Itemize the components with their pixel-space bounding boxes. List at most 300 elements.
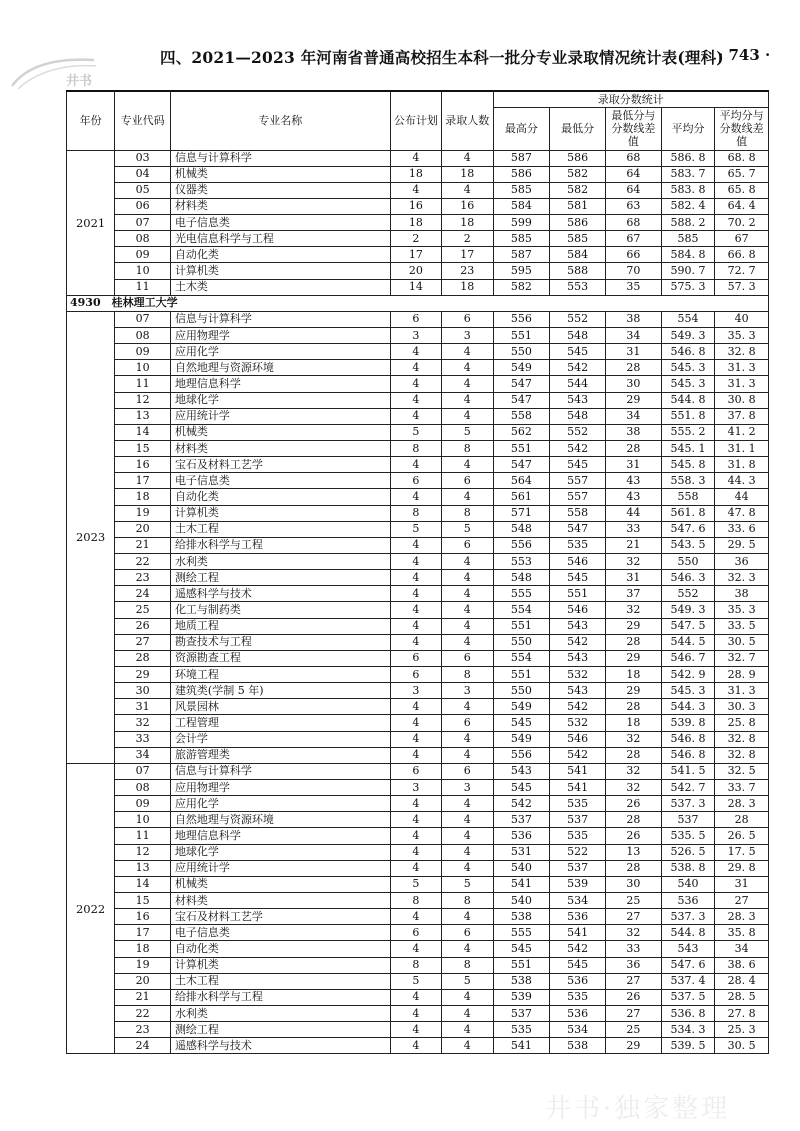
cell-plan: 4 bbox=[390, 1005, 441, 1021]
cell-plan: 4 bbox=[390, 828, 441, 844]
table-row bbox=[67, 198, 769, 214]
cell-name: 水利类 bbox=[170, 1005, 390, 1021]
cell-min-diff: 63 bbox=[606, 198, 662, 214]
cell-plan: 8 bbox=[390, 505, 441, 521]
cell-avg-diff: 34 bbox=[715, 941, 769, 957]
cell-min-diff: 28 bbox=[606, 812, 662, 828]
cell-avg: 545. 3 bbox=[661, 360, 715, 376]
cell-avg-diff: 28. 5 bbox=[715, 989, 769, 1005]
cell-min: 534 bbox=[550, 1022, 606, 1038]
cell-code: 09 bbox=[115, 247, 171, 263]
cell-plan: 6 bbox=[390, 763, 441, 779]
cell-name: 土木类 bbox=[170, 279, 390, 295]
cell-min: 552 bbox=[550, 424, 606, 440]
cell-max: 584 bbox=[493, 198, 550, 214]
cell-name: 地球化学 bbox=[170, 392, 390, 408]
cell-plan: 4 bbox=[390, 715, 441, 731]
cell-max: 550 bbox=[493, 683, 550, 699]
cell-admitted: 4 bbox=[442, 618, 493, 634]
cell-avg-diff: 31. 8 bbox=[715, 457, 769, 473]
cell-avg: 575. 3 bbox=[661, 279, 715, 295]
cell-min-diff: 67 bbox=[606, 231, 662, 247]
cell-min-diff: 27 bbox=[606, 909, 662, 925]
table-row bbox=[67, 279, 769, 295]
cell-min: 536 bbox=[550, 1005, 606, 1021]
cell-admitted: 3 bbox=[442, 779, 493, 795]
cell-min: 545 bbox=[550, 957, 606, 973]
cell-max: 536 bbox=[493, 828, 550, 844]
cell-name: 电子信息类 bbox=[170, 215, 390, 231]
cell-name: 宝石及材料工艺学 bbox=[170, 909, 390, 925]
cell-plan: 4 bbox=[390, 360, 441, 376]
cell-avg: 583. 7 bbox=[661, 166, 715, 182]
col-avg-diff: 平均分与分数线差值 bbox=[715, 107, 769, 150]
cell-admitted: 6 bbox=[442, 763, 493, 779]
cell-avg-diff: 33. 7 bbox=[715, 779, 769, 795]
cell-name: 地质工程 bbox=[170, 618, 390, 634]
cell-max: 540 bbox=[493, 860, 550, 876]
cell-code: 03 bbox=[115, 150, 171, 166]
cell-min-diff: 25 bbox=[606, 1022, 662, 1038]
cell-plan: 18 bbox=[390, 166, 441, 182]
cell-plan: 4 bbox=[390, 489, 441, 505]
cell-max: 554 bbox=[493, 602, 550, 618]
cell-avg-diff: 47. 8 bbox=[715, 505, 769, 521]
cell-min: 532 bbox=[550, 667, 606, 683]
table-row bbox=[67, 1022, 769, 1038]
cell-admitted: 4 bbox=[442, 1005, 493, 1021]
cell-code: 14 bbox=[115, 424, 171, 440]
cell-max: 545 bbox=[493, 779, 550, 795]
cell-name: 自动化类 bbox=[170, 247, 390, 263]
cell-admitted: 4 bbox=[442, 989, 493, 1005]
cell-avg: 537. 3 bbox=[661, 796, 715, 812]
cell-code: 32 bbox=[115, 715, 171, 731]
cell-avg-diff: 28. 4 bbox=[715, 973, 769, 989]
cell-name: 测绘工程 bbox=[170, 1022, 390, 1038]
cell-code: 30 bbox=[115, 683, 171, 699]
cell-plan: 6 bbox=[390, 311, 441, 327]
cell-min-diff: 29 bbox=[606, 618, 662, 634]
cell-avg-diff: 40 bbox=[715, 311, 769, 327]
cell-code: 29 bbox=[115, 667, 171, 683]
cell-min-diff: 30 bbox=[606, 376, 662, 392]
cell-avg-diff: 35. 3 bbox=[715, 328, 769, 344]
cell-avg: 537. 5 bbox=[661, 989, 715, 1005]
cell-name: 应用化学 bbox=[170, 796, 390, 812]
cell-max: 564 bbox=[493, 473, 550, 489]
table-row bbox=[67, 618, 769, 634]
cell-max: 541 bbox=[493, 876, 550, 892]
cell-avg: 536. 8 bbox=[661, 1005, 715, 1021]
cell-admitted: 3 bbox=[442, 683, 493, 699]
table-row bbox=[67, 892, 769, 908]
cell-max: 549 bbox=[493, 360, 550, 376]
cell-plan: 4 bbox=[390, 408, 441, 424]
cell-min-diff: 38 bbox=[606, 424, 662, 440]
cell-avg-diff: 27. 8 bbox=[715, 1005, 769, 1021]
table-row bbox=[67, 473, 769, 489]
cell-avg-diff: 32. 8 bbox=[715, 731, 769, 747]
col-min-diff: 最低分与分数线差值 bbox=[606, 107, 662, 150]
cell-admitted: 4 bbox=[442, 392, 493, 408]
cell-avg: 535. 5 bbox=[661, 828, 715, 844]
cell-code: 18 bbox=[115, 489, 171, 505]
cell-max: 547 bbox=[493, 457, 550, 473]
cell-max: 587 bbox=[493, 150, 550, 166]
cell-code: 13 bbox=[115, 408, 171, 424]
cell-min-diff: 31 bbox=[606, 344, 662, 360]
cell-avg-diff: 35. 3 bbox=[715, 602, 769, 618]
cell-avg-diff: 32. 8 bbox=[715, 747, 769, 763]
cell-code: 08 bbox=[115, 779, 171, 795]
table-row bbox=[67, 650, 769, 666]
page-number: · 743 · bbox=[718, 46, 771, 64]
cell-min-diff: 26 bbox=[606, 828, 662, 844]
table-row bbox=[67, 667, 769, 683]
cell-max: 582 bbox=[493, 279, 550, 295]
cell-avg: 544. 5 bbox=[661, 634, 715, 650]
cell-max: 586 bbox=[493, 166, 550, 182]
cell-plan: 5 bbox=[390, 521, 441, 537]
cell-name: 计算机类 bbox=[170, 505, 390, 521]
cell-name: 应用化学 bbox=[170, 344, 390, 360]
cell-min-diff: 64 bbox=[606, 182, 662, 198]
cell-max: 548 bbox=[493, 570, 550, 586]
cell-plan: 3 bbox=[390, 779, 441, 795]
cell-plan: 4 bbox=[390, 844, 441, 860]
cell-plan: 4 bbox=[390, 570, 441, 586]
cell-admitted: 4 bbox=[442, 634, 493, 650]
cell-admitted: 4 bbox=[442, 408, 493, 424]
cell-admitted: 6 bbox=[442, 650, 493, 666]
cell-min-diff: 28 bbox=[606, 441, 662, 457]
col-admitted: 录取人数 bbox=[442, 91, 493, 150]
cell-avg-diff: 32. 7 bbox=[715, 650, 769, 666]
col-avg: 平均分 bbox=[661, 107, 715, 150]
page-title: 四、2021—2023 年河南省普通高校招生本科一批分专业录取情况统计表(理科) bbox=[160, 48, 724, 67]
cell-name: 信息与计算科学 bbox=[170, 150, 390, 166]
table-row bbox=[67, 812, 769, 828]
cell-avg-diff: 37. 8 bbox=[715, 408, 769, 424]
cell-admitted: 8 bbox=[442, 957, 493, 973]
cell-avg: 547. 6 bbox=[661, 521, 715, 537]
watermark: 井书·独家整理 bbox=[545, 1094, 731, 1124]
cell-min-diff: 28 bbox=[606, 747, 662, 763]
col-name: 专业名称 bbox=[170, 91, 390, 150]
cell-min-diff: 18 bbox=[606, 715, 662, 731]
cell-max: 551 bbox=[493, 957, 550, 973]
cell-plan: 4 bbox=[390, 989, 441, 1005]
cell-plan: 6 bbox=[390, 473, 441, 489]
cell-min-diff: 28 bbox=[606, 360, 662, 376]
cell-admitted: 8 bbox=[442, 667, 493, 683]
cell-plan: 4 bbox=[390, 344, 441, 360]
cell-min-diff: 30 bbox=[606, 876, 662, 892]
cell-name: 自动化类 bbox=[170, 941, 390, 957]
cell-min-diff: 28 bbox=[606, 860, 662, 876]
cell-avg: 546. 8 bbox=[661, 731, 715, 747]
table-row bbox=[67, 231, 769, 247]
cell-min: 538 bbox=[550, 1038, 606, 1054]
cell-name: 机械类 bbox=[170, 166, 390, 182]
cell-min: 534 bbox=[550, 892, 606, 908]
cell-max: 550 bbox=[493, 344, 550, 360]
table-row bbox=[67, 424, 769, 440]
cell-name: 地球化学 bbox=[170, 844, 390, 860]
cell-code: 07 bbox=[115, 311, 171, 327]
cell-code: 19 bbox=[115, 957, 171, 973]
cell-name: 仪器类 bbox=[170, 182, 390, 198]
cell-code: 10 bbox=[115, 812, 171, 828]
cell-name: 应用统计学 bbox=[170, 860, 390, 876]
table-row bbox=[67, 796, 769, 812]
cell-avg: 585 bbox=[661, 231, 715, 247]
cell-avg: 546. 8 bbox=[661, 344, 715, 360]
cell-min: 536 bbox=[550, 973, 606, 989]
cell-max: 551 bbox=[493, 667, 550, 683]
cell-min: 553 bbox=[550, 279, 606, 295]
cell-admitted: 3 bbox=[442, 328, 493, 344]
cell-admitted: 4 bbox=[442, 1038, 493, 1054]
cell-min: 552 bbox=[550, 311, 606, 327]
cell-min-diff: 28 bbox=[606, 699, 662, 715]
year-cell: 2023 bbox=[67, 311, 115, 763]
cell-admitted: 18 bbox=[442, 279, 493, 295]
cell-min: 588 bbox=[550, 263, 606, 279]
cell-avg-diff: 67 bbox=[715, 231, 769, 247]
table-row bbox=[67, 489, 769, 505]
cell-admitted: 4 bbox=[442, 796, 493, 812]
cell-code: 26 bbox=[115, 618, 171, 634]
cell-max: 531 bbox=[493, 844, 550, 860]
cell-avg: 537 bbox=[661, 812, 715, 828]
cell-code: 17 bbox=[115, 925, 171, 941]
cell-admitted: 4 bbox=[442, 1022, 493, 1038]
cell-min: 558 bbox=[550, 505, 606, 521]
cell-avg: 547. 6 bbox=[661, 957, 715, 973]
cell-avg: 558. 3 bbox=[661, 473, 715, 489]
cell-avg: 544. 3 bbox=[661, 699, 715, 715]
cell-code: 19 bbox=[115, 505, 171, 521]
cell-plan: 4 bbox=[390, 618, 441, 634]
cell-min-diff: 37 bbox=[606, 586, 662, 602]
cell-min: 542 bbox=[550, 441, 606, 457]
cell-min-diff: 18 bbox=[606, 667, 662, 683]
cell-avg: 536 bbox=[661, 892, 715, 908]
cell-min-diff: 70 bbox=[606, 263, 662, 279]
cell-name: 化工与制药类 bbox=[170, 602, 390, 618]
cell-code: 07 bbox=[115, 763, 171, 779]
cell-code: 09 bbox=[115, 344, 171, 360]
cell-min-diff: 32 bbox=[606, 925, 662, 941]
cell-avg: 537. 4 bbox=[661, 973, 715, 989]
cell-avg-diff: 25. 8 bbox=[715, 715, 769, 731]
table-row bbox=[67, 344, 769, 360]
cell-plan: 8 bbox=[390, 957, 441, 973]
cell-avg: 526. 5 bbox=[661, 844, 715, 860]
cell-code: 16 bbox=[115, 457, 171, 473]
cell-plan: 4 bbox=[390, 796, 441, 812]
table-row bbox=[67, 376, 769, 392]
cell-code: 18 bbox=[115, 941, 171, 957]
cell-code: 08 bbox=[115, 231, 171, 247]
cell-min: 541 bbox=[550, 779, 606, 795]
cell-avg-diff: 70. 2 bbox=[715, 215, 769, 231]
cell-min: 535 bbox=[550, 989, 606, 1005]
cell-name: 机械类 bbox=[170, 424, 390, 440]
cell-name: 宝石及材料工艺学 bbox=[170, 457, 390, 473]
cell-code: 22 bbox=[115, 554, 171, 570]
cell-plan: 17 bbox=[390, 247, 441, 263]
cell-min: 536 bbox=[550, 909, 606, 925]
cell-max: 554 bbox=[493, 650, 550, 666]
table-row bbox=[67, 554, 769, 570]
col-min: 最低分 bbox=[550, 107, 606, 150]
cell-max: 537 bbox=[493, 1005, 550, 1021]
cell-avg: 582. 4 bbox=[661, 198, 715, 214]
cell-plan: 4 bbox=[390, 602, 441, 618]
cell-min: 532 bbox=[550, 715, 606, 731]
cell-plan: 16 bbox=[390, 198, 441, 214]
table-row bbox=[67, 570, 769, 586]
cell-min-diff: 26 bbox=[606, 796, 662, 812]
cell-avg-diff: 66. 8 bbox=[715, 247, 769, 263]
cell-max: 537 bbox=[493, 812, 550, 828]
cell-avg: 543. 5 bbox=[661, 537, 715, 553]
cell-name: 信息与计算科学 bbox=[170, 763, 390, 779]
cell-min: 535 bbox=[550, 796, 606, 812]
cell-avg-diff: 36 bbox=[715, 554, 769, 570]
cell-min-diff: 68 bbox=[606, 150, 662, 166]
cell-min: 542 bbox=[550, 941, 606, 957]
col-code: 专业代码 bbox=[115, 91, 171, 150]
cell-avg: 539. 8 bbox=[661, 715, 715, 731]
cell-min: 546 bbox=[550, 602, 606, 618]
cell-name: 自然地理与资源环境 bbox=[170, 360, 390, 376]
table-row bbox=[67, 408, 769, 424]
cell-min-diff: 27 bbox=[606, 1005, 662, 1021]
cell-max: 585 bbox=[493, 182, 550, 198]
cell-name: 应用物理学 bbox=[170, 779, 390, 795]
cell-min: 543 bbox=[550, 618, 606, 634]
cell-admitted: 4 bbox=[442, 489, 493, 505]
cell-name: 遥感科学与技术 bbox=[170, 586, 390, 602]
cell-max: 547 bbox=[493, 392, 550, 408]
cell-max: 545 bbox=[493, 715, 550, 731]
table-row bbox=[67, 844, 769, 860]
cell-admitted: 5 bbox=[442, 521, 493, 537]
cell-admitted: 6 bbox=[442, 715, 493, 731]
cell-admitted: 5 bbox=[442, 973, 493, 989]
cell-min-diff: 34 bbox=[606, 328, 662, 344]
cell-admitted: 4 bbox=[442, 586, 493, 602]
cell-admitted: 4 bbox=[442, 570, 493, 586]
cell-code: 14 bbox=[115, 876, 171, 892]
cell-min-diff: 44 bbox=[606, 505, 662, 521]
cell-avg-diff: 57. 3 bbox=[715, 279, 769, 295]
cell-name: 应用物理学 bbox=[170, 328, 390, 344]
table-row bbox=[67, 602, 769, 618]
cell-name: 光电信息科学与工程 bbox=[170, 231, 390, 247]
cell-avg-diff: 31 bbox=[715, 876, 769, 892]
cell-avg-diff: 65. 7 bbox=[715, 166, 769, 182]
table-row bbox=[67, 1005, 769, 1021]
cell-admitted: 4 bbox=[442, 844, 493, 860]
cell-avg: 534. 3 bbox=[661, 1022, 715, 1038]
cell-min: 547 bbox=[550, 521, 606, 537]
cell-code: 15 bbox=[115, 441, 171, 457]
cell-code: 28 bbox=[115, 650, 171, 666]
cell-plan: 4 bbox=[390, 376, 441, 392]
cell-min: 586 bbox=[550, 215, 606, 231]
cell-min-diff: 32 bbox=[606, 779, 662, 795]
cell-min-diff: 13 bbox=[606, 844, 662, 860]
cell-avg-diff: 31. 3 bbox=[715, 376, 769, 392]
cell-plan: 4 bbox=[390, 731, 441, 747]
cell-min-diff: 29 bbox=[606, 392, 662, 408]
cell-min-diff: 32 bbox=[606, 602, 662, 618]
table-row bbox=[67, 263, 769, 279]
cell-min: 551 bbox=[550, 586, 606, 602]
cell-min: 581 bbox=[550, 198, 606, 214]
table-row bbox=[67, 909, 769, 925]
cell-min: 582 bbox=[550, 182, 606, 198]
table-row bbox=[67, 441, 769, 457]
cell-min-diff: 31 bbox=[606, 570, 662, 586]
cell-admitted: 4 bbox=[442, 699, 493, 715]
cell-max: 585 bbox=[493, 231, 550, 247]
cell-avg: 545. 8 bbox=[661, 457, 715, 473]
cell-min: 544 bbox=[550, 376, 606, 392]
cell-avg-diff: 32. 5 bbox=[715, 763, 769, 779]
table-row bbox=[67, 973, 769, 989]
cell-name: 给排水科学与工程 bbox=[170, 989, 390, 1005]
cell-min-diff: 29 bbox=[606, 683, 662, 699]
cell-plan: 3 bbox=[390, 683, 441, 699]
year-cell: 2021 bbox=[67, 150, 115, 295]
cell-plan: 4 bbox=[390, 747, 441, 763]
cell-avg-diff: 64. 4 bbox=[715, 198, 769, 214]
cell-min: 557 bbox=[550, 489, 606, 505]
cell-avg: 544. 8 bbox=[661, 925, 715, 941]
table-row bbox=[67, 328, 769, 344]
cell-min-diff: 31 bbox=[606, 457, 662, 473]
table-row bbox=[67, 1038, 769, 1054]
cell-min: 541 bbox=[550, 925, 606, 941]
cell-name: 电子信息类 bbox=[170, 925, 390, 941]
cell-min: 585 bbox=[550, 231, 606, 247]
cell-avg: 561. 8 bbox=[661, 505, 715, 521]
cell-avg: 586. 8 bbox=[661, 150, 715, 166]
cell-avg: 549. 3 bbox=[661, 602, 715, 618]
cell-avg: 545. 3 bbox=[661, 683, 715, 699]
cell-code: 04 bbox=[115, 166, 171, 182]
cell-avg-diff: 44 bbox=[715, 489, 769, 505]
col-max: 最高分 bbox=[493, 107, 550, 150]
table-row bbox=[67, 941, 769, 957]
cell-avg-diff: 29. 8 bbox=[715, 860, 769, 876]
cell-plan: 4 bbox=[390, 392, 441, 408]
cell-avg-diff: 38 bbox=[715, 586, 769, 602]
cell-name: 计算机类 bbox=[170, 263, 390, 279]
cell-admitted: 4 bbox=[442, 941, 493, 957]
cell-admitted: 8 bbox=[442, 505, 493, 521]
cell-max: 571 bbox=[493, 505, 550, 521]
cell-min-diff: 34 bbox=[606, 408, 662, 424]
cell-plan: 5 bbox=[390, 876, 441, 892]
table-row bbox=[67, 457, 769, 473]
